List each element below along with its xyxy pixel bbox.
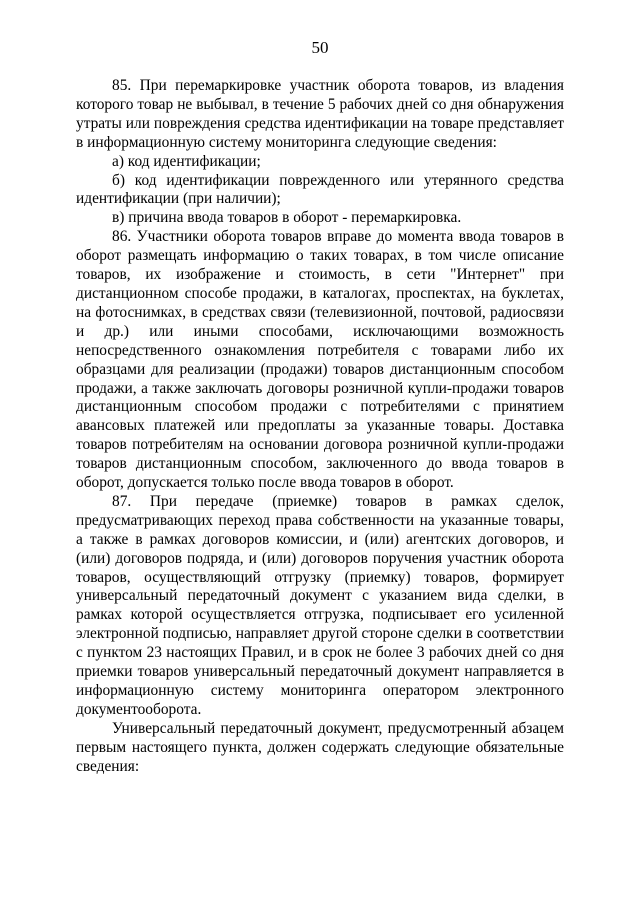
paragraph-87-upd: Универсальный передаточный документ, предусмотренный абзацем первым настоящего пункта, должен содержать следующие обязательные сведения: <box>76 719 564 775</box>
paragraph-85-item-a: а) код идентификации; <box>112 152 261 170</box>
paragraph-86: 86. Участники оборота товаров вправе до момента ввода товаров в оборот размещать информацию о таких товарах, в том числе описание товаров, их изображение и стоимость, в сети "Интернет" при дистанционном способе продажи, в каталогах, проспектах, на буклетах, на фотоснимках, в средствах связи (телевизионной, почтовой, радиосвязи и др.) или иными способами, исключающими возможность непосредственного ознакомления потребителя с товарами либо их образцами для реализации (продажи) товаров дистанционным способом продажи, а также заключать договоры розничной купли-продажи товаров дистанционным способом продажи с потребителями с принятием авансовых платежей или предоплаты за указанные товары. Доставка товаров потребителям на основании договора розничной купли-продажи товаров дистанционным способом, заключенного до ввода товаров в оборот, допускается только после ввода товаров в оборот. <box>76 228 564 492</box>
paragraph-85-item-b: б) код идентификации поврежденного или утерянного средства идентификации (при наличии); <box>76 171 564 208</box>
page-number: 50 <box>311 38 329 57</box>
paragraph-85-item-v: в) причина ввода товаров в оборот - перемаркировка. <box>112 209 462 227</box>
document-body <box>76 77 564 777</box>
paragraph-85: 85. При перемаркировке участник оборота товаров, из владения которого товар не выбывал, в течение 5 рабочих дней со дня обнаружения утраты или повреждения средства идентификации на товаре представляет в информационную систему мониторинга следующие сведения: <box>76 77 564 151</box>
paragraph-87: 87. При передаче (приемке) товаров в рамках сделок, предусматривающих переход права собственности на указанные товары, а также в рамках договоров комиссии, и (или) агентских договоров, и (или) договоров подряда, и (или) договоров поручения участник оборота товаров, осуществляющий отгрузку (приемку) товаров, формирует универсальный передаточный документ с указанием вида сделки, в рамках которой осуществляется отгрузка, подписывает его усиленной электронной подписью, направляет другой стороне сделки в соответствии с пунктом 23 настоящих Правил, и в срок не более 3 рабочих дней со дня приемки товаров универсальный передаточный документ направляется в информационную систему мониторинга оператором электронного документооборота. <box>76 492 564 718</box>
